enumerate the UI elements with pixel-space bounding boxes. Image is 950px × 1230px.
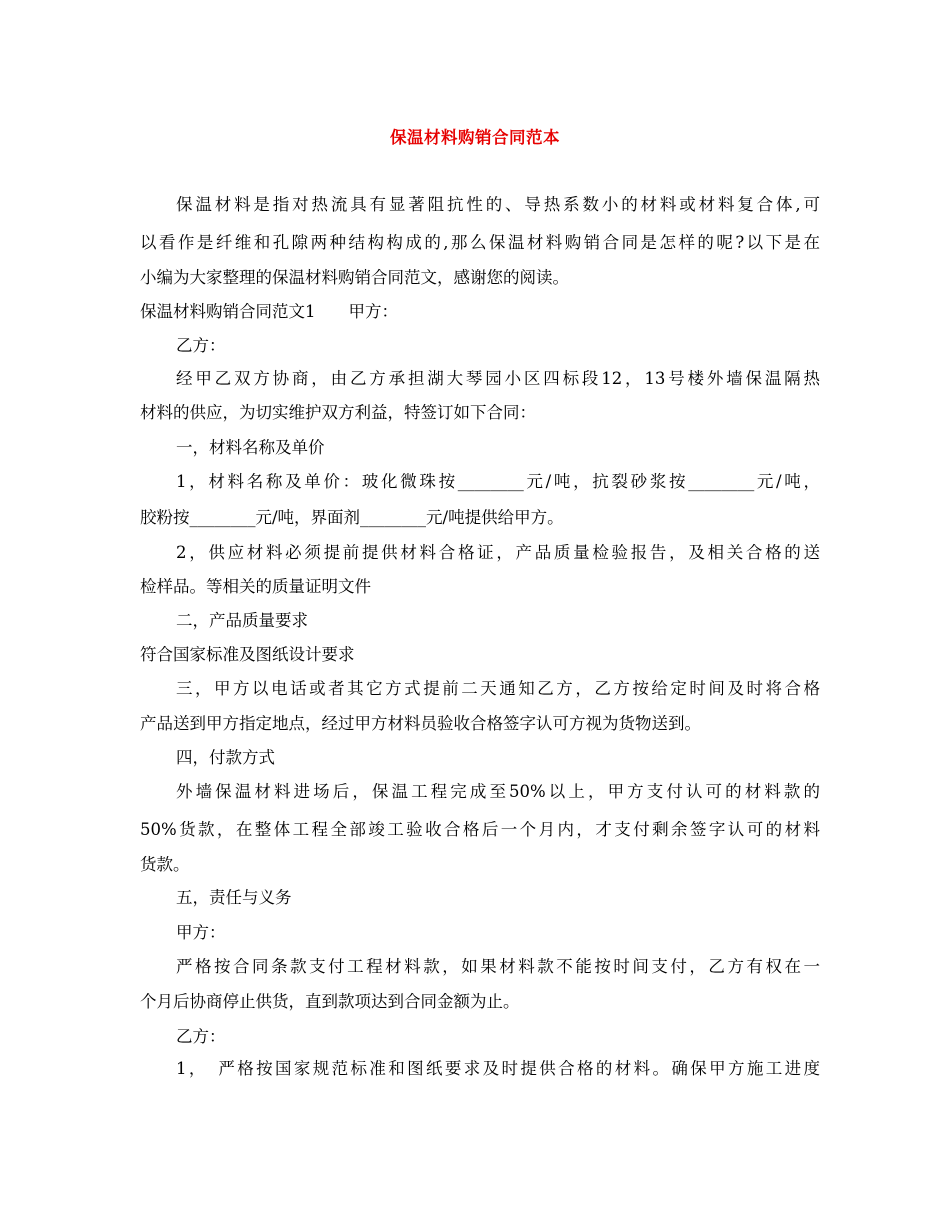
paragraph-line: 1，材料名称及单价：玻化微珠按________元/吨，抗裂砂浆按________元/吨， — [176, 472, 820, 491]
section-heading: 二，产品质量要求 — [176, 611, 308, 630]
paragraph-line: 以看作是纤维和孔隙两种结构构成的,那么保温材料购销合同是怎样的呢?以下是在 — [140, 233, 820, 252]
party-label: 甲方： — [176, 923, 226, 942]
paragraph-line: 保温材料是指对热流具有显著阻抗性的、导热系数小的材料或材料复合体,可 — [176, 195, 820, 214]
paragraph-line: 2，供应材料必须提前提供材料合格证，产品质量检验报告，及相关合格的送 — [176, 543, 820, 562]
section-heading: 四，付款方式 — [176, 748, 275, 767]
paragraph-line: 三，甲方以电话或者其它方式提前二天通知乙方，乙方按给定时间及时将合格 — [176, 679, 820, 698]
party-label: 乙方： — [176, 1027, 226, 1046]
paragraph-line: 乙方： — [176, 336, 226, 355]
paragraph-line: 保温材料购销合同范文1 甲方： — [140, 302, 398, 321]
paragraph-line: 货款。 — [140, 855, 190, 874]
paragraph-line: 材料的供应，为切实维护双方利益，特签订如下合同： — [140, 403, 536, 422]
section-heading: 五，责任与义务 — [176, 888, 292, 907]
document-title: 保温材料购销合同范本 — [390, 128, 560, 147]
paragraph-line: 符合国家标准及图纸设计要求 — [140, 645, 355, 664]
paragraph-line: 严格按合同条款支付工程材料款，如果材料款不能按时间支付，乙方有权在一 — [176, 957, 820, 976]
paragraph-line: 1， 严格按国家规范标准和图纸要求及时提供合格的材料。确保甲方施工进度 — [176, 1059, 820, 1078]
paragraph-line: 检样品。等相关的质量证明文件 — [140, 577, 371, 596]
paragraph-line: 小编为大家整理的保温材料购销合同范文，感谢您的阅读。 — [140, 268, 569, 287]
paragraph-line: 个月后协商停止供货，直到款项达到合同金额为止。 — [140, 992, 520, 1011]
paragraph-line: 50%货款，在整体工程全部竣工验收合格后一个月内，才支付剩余签字认可的材料 — [140, 820, 820, 839]
paragraph-line: 胶粉按________元/吨，界面剂________元/吨提供给甲方。 — [140, 508, 564, 527]
section-heading: 一，材料名称及单价 — [176, 438, 325, 457]
paragraph-line: 产品送到甲方指定地点，经过甲方材料员验收合格签字认可方视为货物送到。 — [140, 714, 701, 733]
paragraph-line: 经甲乙双方协商，由乙方承担湖大琴园小区四标段12，13号楼外墙保温隔热 — [176, 369, 820, 388]
paragraph-line: 外墙保温材料进场后，保温工程完成至50%以上，甲方支付认可的材料款的 — [176, 782, 820, 801]
